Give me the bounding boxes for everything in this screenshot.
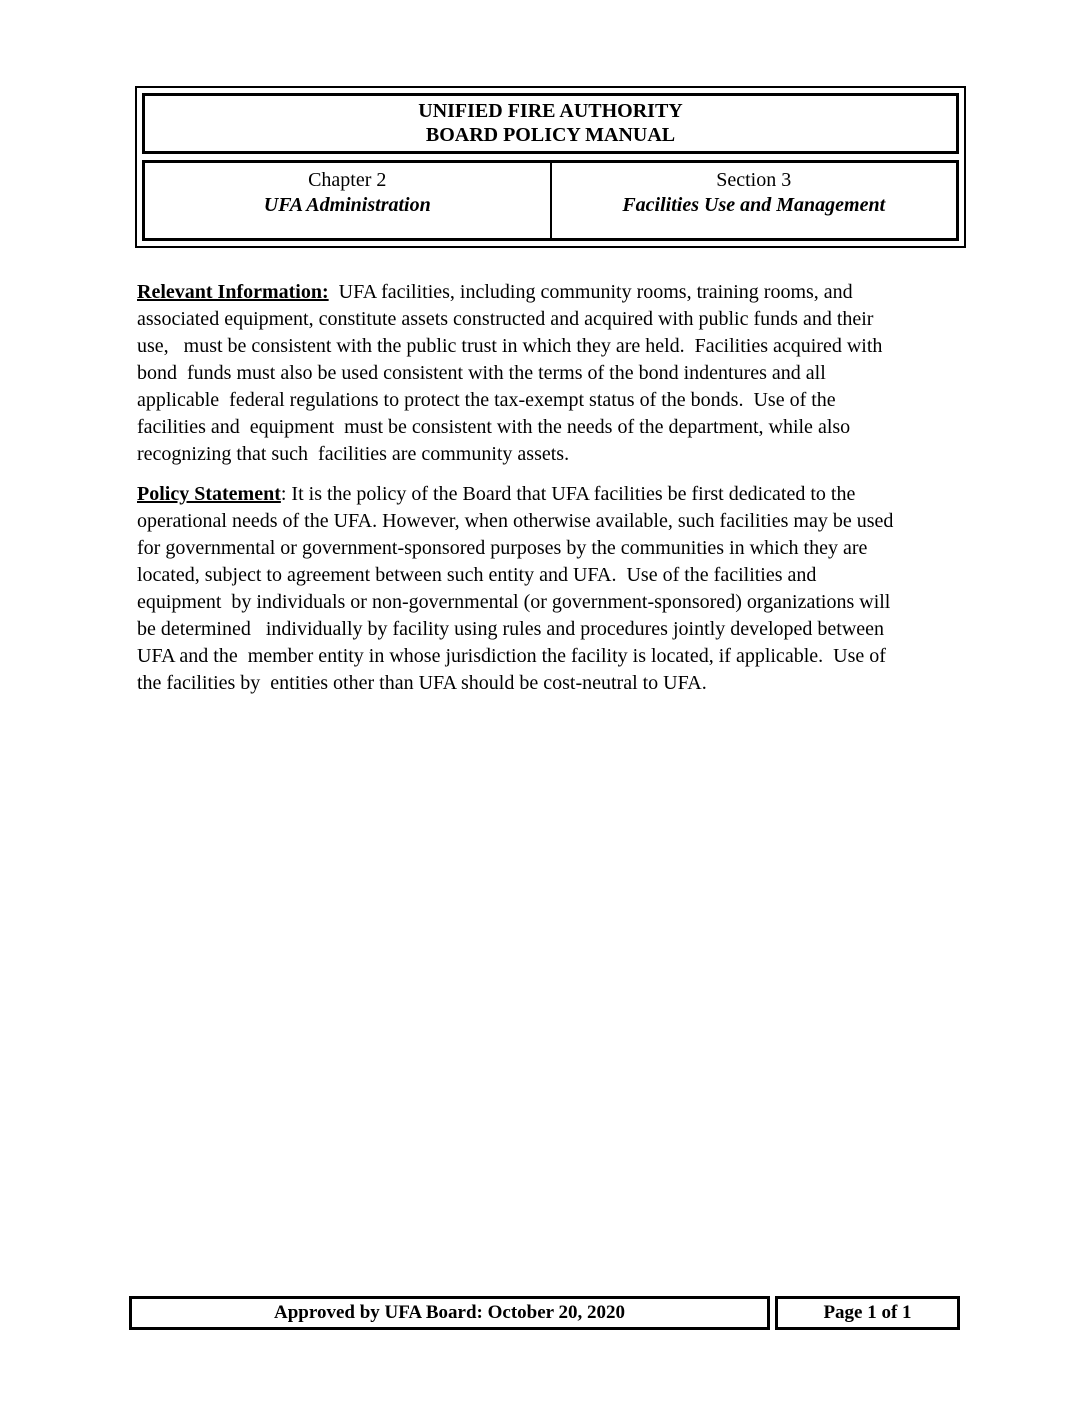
paragraph-line: UFA and the member entity in whose jurisdiction the facility is located, if applicable. Use of bbox=[137, 645, 886, 667]
section-cell bbox=[550, 163, 957, 238]
document-body bbox=[137, 279, 988, 697]
document-header bbox=[135, 86, 966, 248]
title-line-2: BOARD POLICY MANUAL bbox=[425, 124, 676, 146]
paragraph-line: Relevant Information: UFA facilities, including community rooms, training rooms, and bbox=[137, 281, 853, 303]
paragraph-line: use, must be consistent with the public trust in which they are held. Facilities acquired with bbox=[137, 335, 883, 357]
chapter-number: Chapter 2 bbox=[308, 169, 387, 191]
paragraph-line: recognizing that such facilities are community assets. bbox=[137, 443, 570, 465]
document-title-box bbox=[142, 93, 959, 154]
approval-box: Approved by UFA Board: October 20, 2020 bbox=[129, 1296, 770, 1330]
paragraph-line: bond funds must also be used consistent with the terms of the bond indentures and all bbox=[137, 362, 826, 384]
page-number-box: Page 1 of 1 bbox=[775, 1296, 960, 1330]
title-line-1: UNIFIED FIRE AUTHORITY bbox=[418, 100, 683, 122]
paragraph-line: located, subject to agreement between such entity and UFA. Use of the facilities and bbox=[137, 564, 817, 586]
paragraph-line: for governmental or government-sponsored purposes by the communities in which they are bbox=[137, 537, 868, 559]
chapter-name: UFA Administration bbox=[263, 194, 431, 216]
paragraph-label: Policy Statement bbox=[137, 483, 281, 505]
paragraph-line: associated equipment, constitute assets constructed and acquired with public funds and their bbox=[137, 308, 874, 330]
paragraph-line: operational needs of the UFA. However, when otherwise available, such facilities may be used bbox=[137, 510, 894, 532]
paragraph-label: Relevant Information: bbox=[137, 281, 329, 303]
section-number: Section 3 bbox=[716, 169, 792, 191]
policy-paragraph bbox=[137, 481, 988, 697]
paragraph-line: be determined individually by facility using rules and procedures jointly developed between bbox=[137, 618, 885, 640]
paragraph-line: applicable federal regulations to protect the tax-exempt status of the bonds. Use of the bbox=[137, 389, 836, 411]
chapter-cell bbox=[145, 163, 550, 238]
paragraph-line: the facilities by entities other than UFA should be cost-neutral to UFA. bbox=[137, 672, 707, 694]
paragraph-line: Policy Statement: It is the policy of the Board that UFA facilities be first dedicated to the bbox=[137, 483, 856, 505]
paragraph-line: equipment by individuals or non-governmental (or government-sponsored) organizations will bbox=[137, 591, 891, 613]
policy-paragraph bbox=[137, 279, 988, 468]
chapter-section-row bbox=[142, 160, 959, 241]
paragraph-line: facilities and equipment must be consistent with the needs of the department, while also bbox=[137, 416, 851, 438]
section-name: Facilities Use and Management bbox=[622, 194, 886, 216]
